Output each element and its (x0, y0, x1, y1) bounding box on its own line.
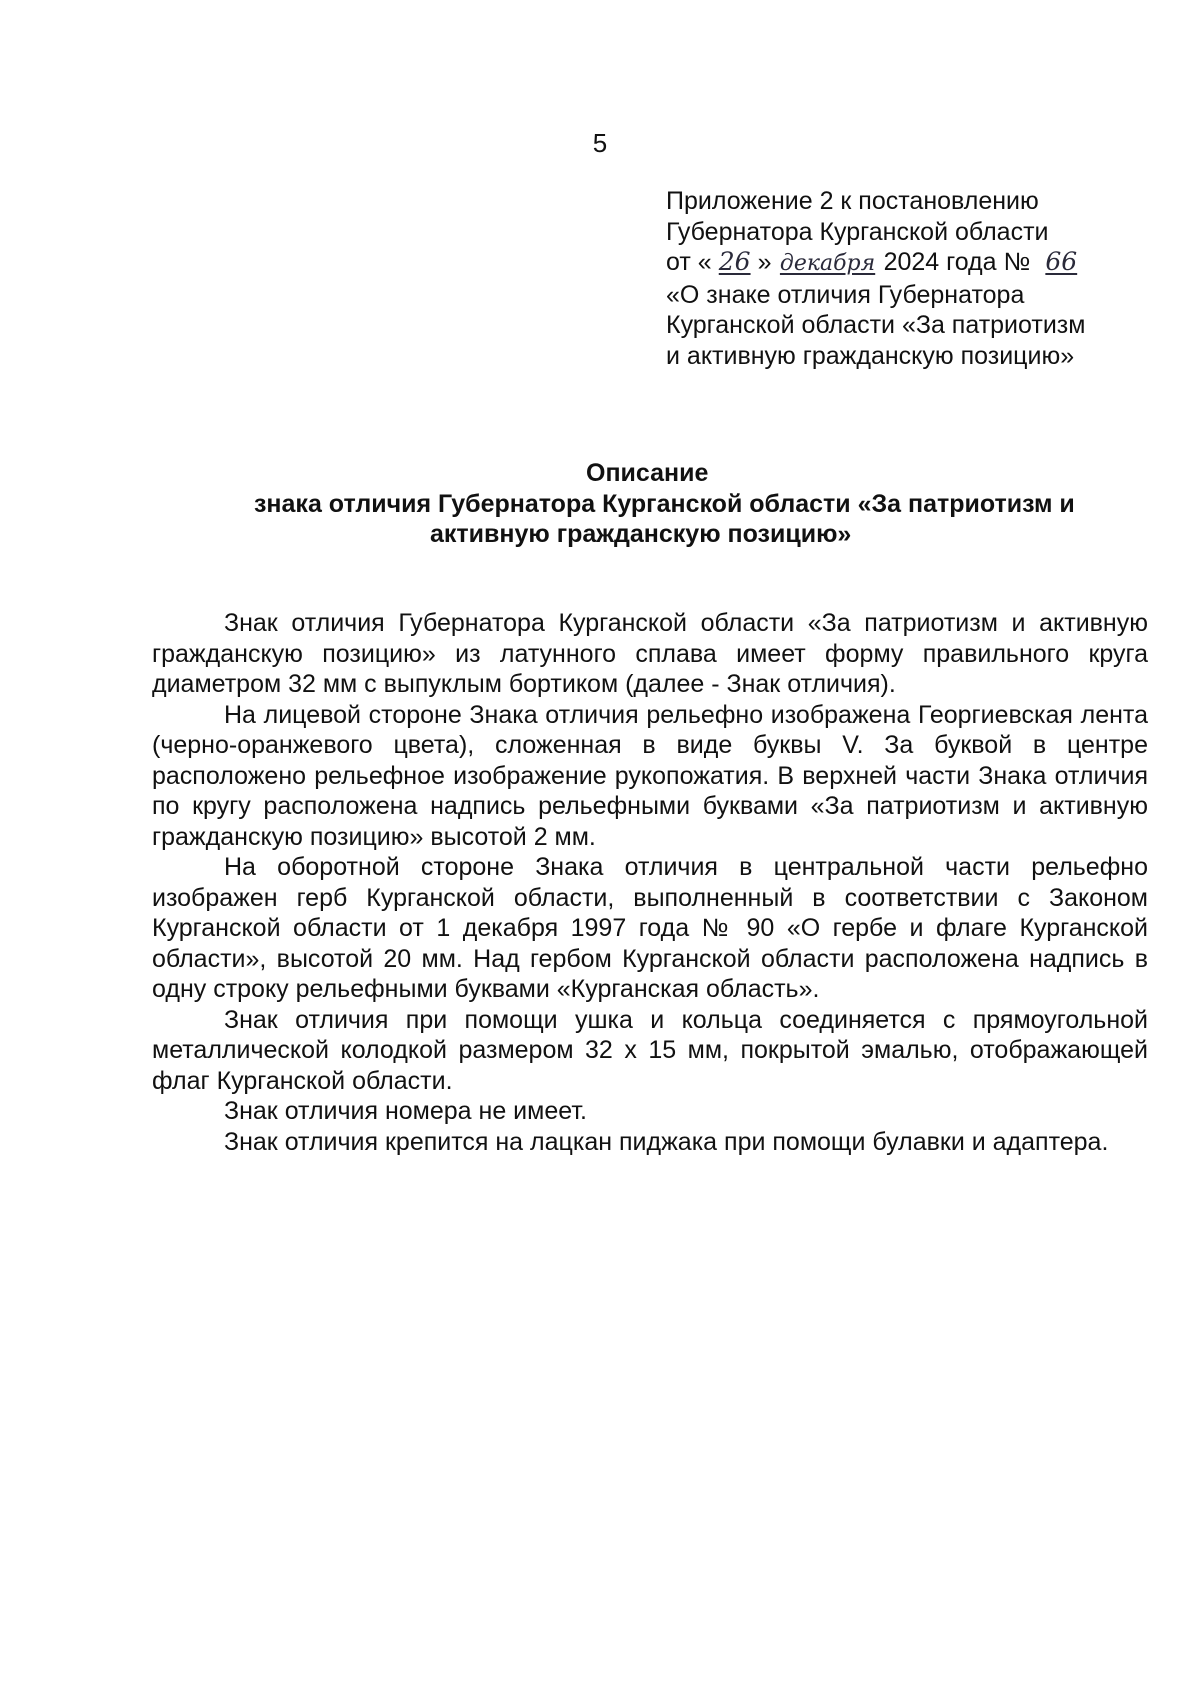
annex-line-2: Губернатора Курганской области (666, 217, 1049, 246)
page-number: 5 (592, 128, 608, 158)
paragraph: На лицевой стороне Знака отличия рельефно изображена Георгиевская лента (черно-оранжевого цвета), сложенная в виде буквы V. За буквой в центре расположено рельефное изображение рукопожатия. В верхней части Знака отличия по кругу расположена надпись рельефными буквами «За патриотизм и активную гражданскую позицию» высотой 2 мм. (152, 700, 1148, 851)
handwritten-month: декабря (779, 251, 876, 276)
annex-date-prefix: от « (666, 248, 712, 276)
document-body (152, 608, 1148, 1157)
title-line-2: знака отличия Губернатора Курганской области «За патриотизм и (254, 489, 1075, 518)
annex-line-4: «О знаке отличия Губернатора (666, 280, 1025, 309)
annex-date-mid: » (757, 248, 772, 276)
annex-line-5: Курганской области «За патриотизм (666, 311, 1086, 339)
annex-line-1: Приложение 2 к постановлению (666, 187, 1039, 215)
paragraph: Знак отличия Губернатора Курганской области «За патриотизм и активную гражданскую позицию» из латунного сплава имеет форму правильного круга диаметром 32 мм с выпуклым бортиком (далее - Знак отличия). (152, 609, 1148, 698)
paragraph: Знак отличия номера не имеет. (224, 1097, 587, 1125)
handwritten-day: 26 (718, 247, 751, 276)
paragraph: Знак отличия крепится на лацкан пиджака при помощи булавки и адаптера. (224, 1127, 1109, 1156)
annex-header (666, 186, 1166, 371)
document-title (230, 458, 1130, 550)
annex-date-year: 2024 года № (883, 248, 1031, 276)
annex-line-6: и активную гражданскую позицию» (666, 341, 1075, 370)
paragraph: На оборотной стороне Знака отличия в центральной части рельефно изображен герб Курганской области, выполненный в соответствии с Законом Курганской области от 1 декабря 1997 года № 90 «О гербе и флаге Курганской области», высотой 20 мм. Над гербом Курганской области расположена надпись в одну строку рельефными буквами «Курганская область». (152, 853, 1148, 1003)
title-line-3: активную гражданскую позицию» (430, 520, 852, 548)
paragraph: Знак отличия при помощи ушка и кольца соединяется с прямоугольной металлической колодкой размером 32 х 15 мм, покрытой эмалью, отображающей флаг Курганской области. (152, 1005, 1148, 1095)
annex-date-line (666, 247, 1166, 280)
handwritten-number: 66 (1045, 247, 1078, 276)
title-line-1: Описание (586, 459, 709, 487)
